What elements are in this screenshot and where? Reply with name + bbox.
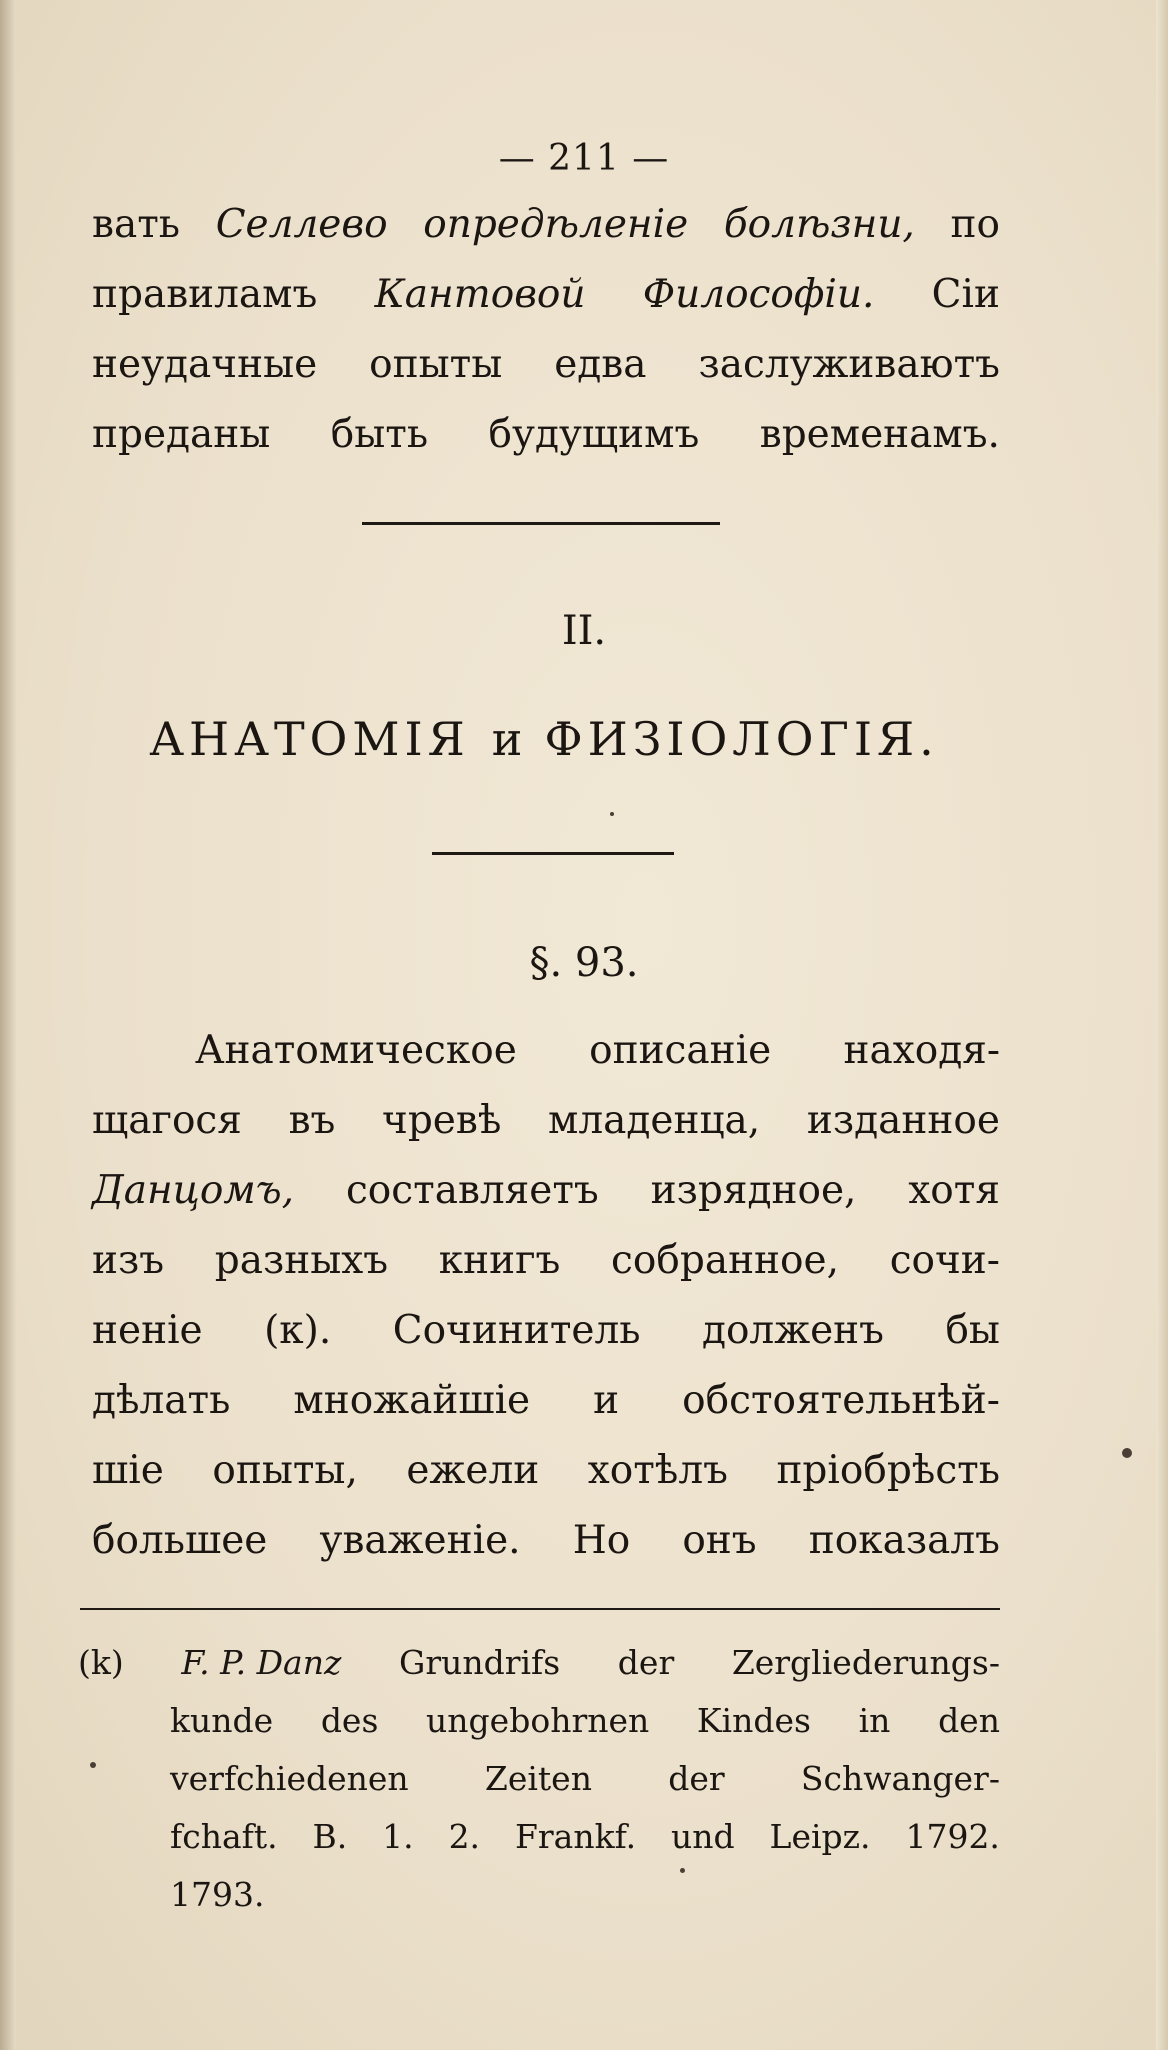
page-edge-shadow	[0, 0, 16, 2050]
word: уваженіе.	[319, 1518, 521, 1563]
footnote-line: 1793.	[170, 1875, 265, 1914]
paper-speck	[610, 812, 614, 816]
word: и	[593, 1378, 620, 1423]
footnote-marker: (k)	[78, 1643, 124, 1682]
word-italic: Кантовой	[374, 272, 586, 317]
word: des	[320, 1701, 379, 1740]
word: (к).	[264, 1308, 332, 1353]
word: ежели	[406, 1448, 540, 1493]
word: разныхъ	[214, 1238, 389, 1283]
text-line	[92, 406, 1000, 464]
page-number: — 211 —	[498, 138, 670, 179]
word: Zergliederungs-	[731, 1643, 1000, 1682]
word: неудачные	[92, 342, 318, 387]
text-line	[92, 1162, 1000, 1220]
word: множайшіе	[293, 1378, 531, 1423]
word: den	[938, 1701, 1000, 1740]
section-number: II.	[561, 608, 607, 654]
section-title-word: ФИЗІОЛОГІЯ.	[544, 712, 939, 766]
word: младенца,	[548, 1098, 761, 1143]
word: составляетъ	[345, 1168, 599, 1213]
word: неніе	[92, 1308, 203, 1353]
word: находя-	[843, 1028, 1000, 1073]
divider-rule	[432, 852, 674, 855]
word: fchaft.	[170, 1817, 278, 1856]
word: шіе	[92, 1448, 164, 1493]
word: Leipz.	[769, 1817, 871, 1856]
section-title-word: и	[491, 712, 523, 766]
word: будущимъ	[488, 412, 700, 457]
word: der	[668, 1759, 725, 1798]
text-line	[92, 1372, 1000, 1430]
word: дѣлать	[92, 1378, 231, 1423]
word: Сіи	[931, 272, 1000, 317]
word: опыты	[369, 342, 503, 387]
word: заслуживаютъ	[698, 342, 1000, 387]
word: der	[617, 1643, 675, 1682]
text-line	[92, 336, 1000, 394]
word: едва	[554, 342, 647, 387]
word: 1792.	[905, 1817, 1000, 1856]
word: изъ	[92, 1238, 165, 1283]
text-line	[92, 1232, 1000, 1290]
word: Frankf.	[514, 1817, 637, 1856]
paper-speck	[90, 1762, 96, 1768]
word: kunde	[170, 1701, 274, 1740]
word: пріобрѣсть	[776, 1448, 1000, 1493]
word: Zeiten	[484, 1759, 592, 1798]
word: показалъ	[808, 1518, 1000, 1563]
word: въ	[288, 1098, 336, 1143]
word: хотя	[908, 1168, 1000, 1213]
word: Анатомическое	[195, 1028, 517, 1073]
footnote-rule	[80, 1608, 1000, 1610]
section-title	[84, 712, 1004, 766]
section-title-word: АНАТОМІЯ	[149, 712, 470, 766]
divider-rule	[362, 522, 720, 525]
word: 2.	[448, 1817, 481, 1856]
word-italic: Философіи.	[642, 272, 875, 317]
paper-speck	[680, 1868, 685, 1873]
word: Сочинитель	[392, 1308, 641, 1353]
word: долженъ	[701, 1308, 884, 1353]
word-italic: болѣзни,	[723, 202, 915, 247]
paper-speck	[1122, 1448, 1132, 1458]
footnote-line	[170, 1756, 1000, 1802]
word: собранное,	[611, 1238, 840, 1283]
word: по	[950, 202, 1000, 247]
word: вать	[92, 202, 181, 247]
word: 1.	[382, 1817, 414, 1856]
word: Grundrifs	[398, 1643, 561, 1682]
word: Но	[572, 1518, 631, 1563]
paragraph-number: §. 93.	[529, 940, 639, 986]
word: обстоятельнѣй-	[682, 1378, 1000, 1423]
text-line	[92, 1092, 1000, 1150]
word: большее	[92, 1518, 268, 1563]
word: чревѣ	[382, 1098, 502, 1143]
footnote-author: F. P. Danz	[181, 1643, 342, 1682]
word: und	[671, 1817, 735, 1856]
page-edge-light	[1156, 0, 1168, 2050]
footnote-line	[78, 1640, 1000, 1686]
word: Kindes	[696, 1701, 811, 1740]
text-line	[92, 1442, 1000, 1500]
text-line	[92, 196, 1000, 254]
word-italic: опредѣленіе	[423, 202, 689, 247]
text-line	[195, 1022, 1000, 1080]
word-italic: Данцомъ,	[92, 1168, 295, 1213]
word: быть	[330, 412, 429, 457]
footnote-line	[170, 1814, 1000, 1860]
word: изданное	[806, 1098, 1000, 1143]
word: онъ	[682, 1518, 757, 1563]
word: описаніе	[589, 1028, 772, 1073]
word: временамъ.	[759, 412, 1000, 457]
text-line	[92, 1512, 1000, 1570]
word: книгъ	[438, 1238, 561, 1283]
word: щагося	[92, 1098, 242, 1143]
word: verfchiedenen	[170, 1759, 409, 1798]
word: ungebohrnen	[426, 1701, 650, 1740]
word: Schwanger-	[800, 1759, 1000, 1798]
word: бы	[945, 1308, 1000, 1353]
word: хотѣлъ	[587, 1448, 728, 1493]
word: сочи-	[889, 1238, 1000, 1283]
word: B.	[312, 1817, 348, 1856]
footnote-line	[170, 1698, 1000, 1744]
word: in	[858, 1701, 891, 1740]
word: опыты,	[212, 1448, 358, 1493]
word: изрядное,	[650, 1168, 857, 1213]
word-italic: Селлево	[215, 202, 388, 247]
text-line	[92, 266, 1000, 324]
word: правиламъ	[92, 272, 318, 317]
text-line	[92, 1302, 1000, 1360]
word: преданы	[92, 412, 271, 457]
